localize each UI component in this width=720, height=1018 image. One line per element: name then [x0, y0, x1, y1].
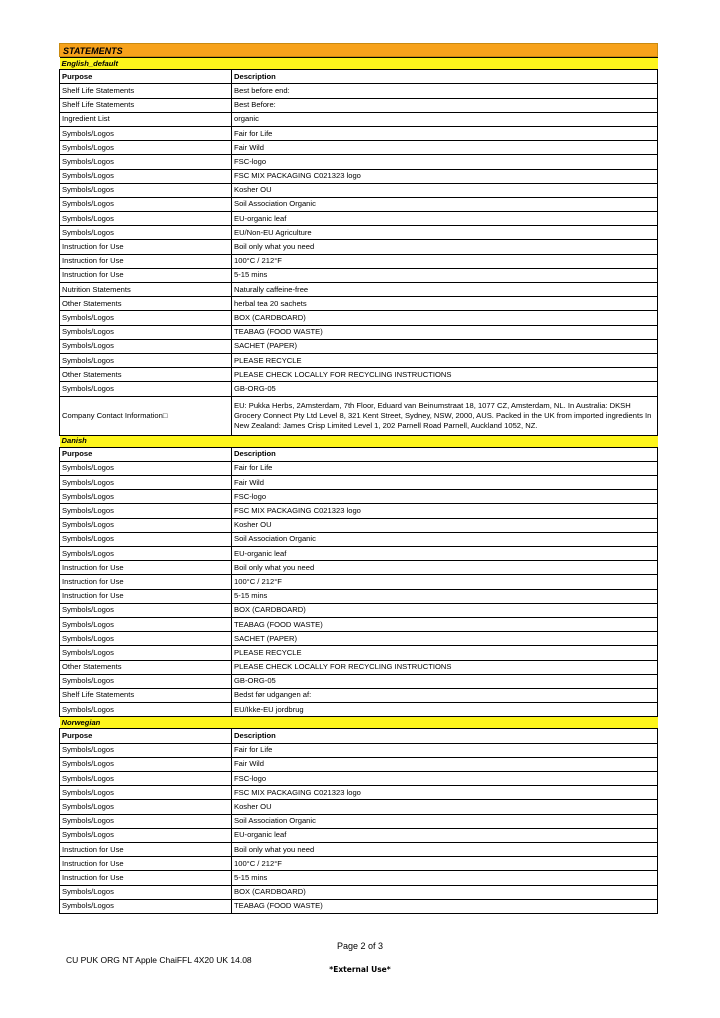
table-row	[60, 561, 658, 575]
purpose-cell: Symbols/Logos	[60, 757, 232, 771]
column-header-row	[60, 729, 658, 743]
table-row	[60, 871, 658, 885]
description-cell: GB-ORG-05	[232, 674, 658, 688]
purpose-cell: Symbols/Logos	[60, 339, 232, 353]
table-row	[60, 828, 658, 842]
description-cell: TEABAG (FOOD WASTE)	[232, 617, 658, 631]
description-cell: PLEASE RECYCLE	[232, 646, 658, 660]
table-row	[60, 169, 658, 183]
purpose-cell: Symbols/Logos	[60, 899, 232, 913]
description-cell: 100°C / 212°F	[232, 254, 658, 268]
section-header	[60, 58, 658, 70]
section-name: Danish	[60, 435, 232, 447]
table-row	[60, 183, 658, 197]
purpose-cell: Symbols/Logos	[60, 547, 232, 561]
table-row	[60, 703, 658, 717]
purpose-cell: Symbols/Logos	[60, 772, 232, 786]
purpose-cell: Shelf Life Statements	[60, 84, 232, 98]
table-row	[60, 617, 658, 631]
purpose-cell: Symbols/Logos	[60, 169, 232, 183]
purpose-header: Purpose	[60, 447, 232, 461]
description-cell: EU-organic leaf	[232, 828, 658, 842]
purpose-cell: Symbols/Logos	[60, 617, 232, 631]
table-row	[60, 98, 658, 112]
table-row	[60, 476, 658, 490]
purpose-cell: Nutrition Statements	[60, 283, 232, 297]
description-cell: Soil Association Organic	[232, 532, 658, 546]
table-row	[60, 112, 658, 126]
description-cell: Bedst før udgangen af:	[232, 688, 658, 702]
description-cell: FSC-logo	[232, 155, 658, 169]
table-row	[60, 155, 658, 169]
description-cell: GB-ORG-05	[232, 382, 658, 396]
description-cell: EU-organic leaf	[232, 547, 658, 561]
purpose-cell: Instruction for Use	[60, 857, 232, 871]
purpose-cell: Symbols/Logos	[60, 461, 232, 475]
purpose-cell: Symbols/Logos	[60, 476, 232, 490]
column-header-row	[60, 447, 658, 461]
purpose-cell: Symbols/Logos	[60, 183, 232, 197]
description-cell: Kosher OU	[232, 183, 658, 197]
purpose-cell: Symbols/Logos	[60, 703, 232, 717]
table-row	[60, 283, 658, 297]
table-row	[60, 518, 658, 532]
table-row	[60, 646, 658, 660]
description-cell: FSC-logo	[232, 772, 658, 786]
table-row	[60, 757, 658, 771]
table-row	[60, 674, 658, 688]
purpose-cell: Symbols/Logos	[60, 603, 232, 617]
purpose-header: Purpose	[60, 729, 232, 743]
section-name: English_default	[60, 58, 232, 70]
purpose-cell: Symbols/Logos	[60, 126, 232, 140]
description-cell: SACHET (PAPER)	[232, 632, 658, 646]
classification-label: *External Use*	[329, 965, 391, 974]
description-cell: 5-15 mins	[232, 871, 658, 885]
purpose-cell: Symbols/Logos	[60, 197, 232, 211]
description-cell: Best before end:	[232, 84, 658, 98]
page-number: Page 2 of 3	[336, 941, 384, 951]
purpose-cell: Company Contact Information□	[60, 396, 232, 435]
table-row	[60, 532, 658, 546]
purpose-cell: Symbols/Logos	[60, 814, 232, 828]
table-row	[60, 311, 658, 325]
description-cell: TEABAG (FOOD WASTE)	[232, 899, 658, 913]
table-row	[60, 297, 658, 311]
description-cell: FSC-logo	[232, 490, 658, 504]
table-row	[60, 84, 658, 98]
purpose-cell: Instruction for Use	[60, 575, 232, 589]
description-cell: EU-organic leaf	[232, 212, 658, 226]
purpose-cell: Symbols/Logos	[60, 353, 232, 367]
purpose-cell: Symbols/Logos	[60, 212, 232, 226]
purpose-cell: Symbols/Logos	[60, 226, 232, 240]
purpose-cell: Shelf Life Statements	[60, 688, 232, 702]
purpose-cell: Symbols/Logos	[60, 382, 232, 396]
table-row	[60, 141, 658, 155]
description-cell: Fair Wild	[232, 757, 658, 771]
purpose-cell: Symbols/Logos	[60, 743, 232, 757]
description-cell: organic	[232, 112, 658, 126]
table-row	[60, 814, 658, 828]
description-cell: Soil Association Organic	[232, 814, 658, 828]
description-cell: EU: Pukka Herbs, 2Amsterdam, 7th Floor, Eduard van Beinumstraat 18, 1077 CZ, Amsterdam, NL. In Australia: DKSH Grocery Connect Pty Ltd Level 8, 321 Kent Street, Sydney, NSW, 2000, AUS. Packed in the UK from imported ingredients In New Zealand: James Crisp Limited Level 1, 202 Parnell Road Parnell, Auckland 1052, NZ.	[232, 396, 658, 435]
description-cell: Kosher OU	[232, 800, 658, 814]
description-cell: Best Before:	[232, 98, 658, 112]
table-row	[60, 325, 658, 339]
description-cell: Soil Association Organic	[232, 197, 658, 211]
document-page	[59, 43, 658, 914]
purpose-cell: Other Statements	[60, 297, 232, 311]
section-name: Norwegian	[60, 717, 232, 729]
table-row	[60, 899, 658, 913]
table-row	[60, 603, 658, 617]
table-row	[60, 226, 658, 240]
purpose-cell: Instruction for Use	[60, 589, 232, 603]
purpose-cell: Symbols/Logos	[60, 504, 232, 518]
description-cell: Boil only what you need	[232, 842, 658, 856]
description-cell: Fair for Life	[232, 461, 658, 475]
purpose-cell: Symbols/Logos	[60, 828, 232, 842]
purpose-cell: Symbols/Logos	[60, 632, 232, 646]
description-cell: Fair Wild	[232, 476, 658, 490]
table-row	[60, 575, 658, 589]
purpose-cell: Instruction for Use	[60, 561, 232, 575]
description-cell: BOX (CARDBOARD)	[232, 885, 658, 899]
table-row	[60, 254, 658, 268]
table-row	[60, 353, 658, 367]
purpose-cell: Instruction for Use	[60, 254, 232, 268]
table-row	[60, 786, 658, 800]
description-cell: TEABAG (FOOD WASTE)	[232, 325, 658, 339]
document-name: CU PUK ORG NT Apple ChaiFFL 4X20 UK 14.08	[66, 955, 252, 965]
description-cell: FSC MIX PACKAGING C021323 logo	[232, 786, 658, 800]
purpose-cell: Symbols/Logos	[60, 786, 232, 800]
description-cell: 5-15 mins	[232, 268, 658, 282]
column-header-row	[60, 70, 658, 84]
purpose-cell: Ingredient List	[60, 112, 232, 126]
description-cell: 100°C / 212°F	[232, 575, 658, 589]
table-row	[60, 490, 658, 504]
description-cell: Fair Wild	[232, 141, 658, 155]
table-row	[60, 240, 658, 254]
description-header: Description	[232, 70, 658, 84]
table-row	[60, 885, 658, 899]
description-cell: 5-15 mins	[232, 589, 658, 603]
description-cell: Fair for Life	[232, 126, 658, 140]
purpose-cell: Symbols/Logos	[60, 155, 232, 169]
description-cell: Kosher OU	[232, 518, 658, 532]
table-row	[60, 339, 658, 353]
purpose-cell: Instruction for Use	[60, 842, 232, 856]
description-cell: Naturally caffeine-free	[232, 283, 658, 297]
description-cell: PLEASE CHECK LOCALLY FOR RECYCLING INSTRUCTIONS	[232, 660, 658, 674]
description-cell: FSC MIX PACKAGING C021323 logo	[232, 169, 658, 183]
purpose-cell: Instruction for Use	[60, 240, 232, 254]
description-header: Description	[232, 729, 658, 743]
purpose-cell: Other Statements	[60, 368, 232, 382]
section-header-fill	[232, 58, 658, 70]
table-row	[60, 772, 658, 786]
statements-header: STATEMENTS	[59, 43, 658, 57]
table-row	[60, 504, 658, 518]
table-row	[60, 800, 658, 814]
table-row	[60, 212, 658, 226]
description-cell: Boil only what you need	[232, 240, 658, 254]
description-cell: Boil only what you need	[232, 561, 658, 575]
table-row	[60, 589, 658, 603]
section-header-fill	[232, 717, 658, 729]
description-cell: FSC MIX PACKAGING C021323 logo	[232, 504, 658, 518]
description-cell: Fair for Life	[232, 743, 658, 757]
table-row	[60, 382, 658, 396]
table-row	[60, 547, 658, 561]
description-cell: BOX (CARDBOARD)	[232, 311, 658, 325]
purpose-header: Purpose	[60, 70, 232, 84]
table-row	[60, 197, 658, 211]
table-row	[60, 660, 658, 674]
purpose-cell: Symbols/Logos	[60, 674, 232, 688]
purpose-cell: Symbols/Logos	[60, 800, 232, 814]
statements-table	[59, 57, 658, 914]
description-cell: PLEASE CHECK LOCALLY FOR RECYCLING INSTRUCTIONS	[232, 368, 658, 382]
purpose-cell: Instruction for Use	[60, 268, 232, 282]
description-cell: herbal tea 20 sachets	[232, 297, 658, 311]
description-cell: 100°C / 212°F	[232, 857, 658, 871]
description-cell: EU/Ikke-EU jordbrug	[232, 703, 658, 717]
purpose-cell: Instruction for Use	[60, 871, 232, 885]
table-row	[60, 743, 658, 757]
purpose-cell: Symbols/Logos	[60, 646, 232, 660]
table-row	[60, 632, 658, 646]
purpose-cell: Symbols/Logos	[60, 518, 232, 532]
purpose-cell: Symbols/Logos	[60, 885, 232, 899]
table-row	[60, 461, 658, 475]
table-row	[60, 688, 658, 702]
table-row	[60, 268, 658, 282]
section-header-fill	[232, 435, 658, 447]
table-row	[60, 396, 658, 435]
table-row	[60, 126, 658, 140]
description-cell: BOX (CARDBOARD)	[232, 603, 658, 617]
description-cell: SACHET (PAPER)	[232, 339, 658, 353]
description-header: Description	[232, 447, 658, 461]
table-row	[60, 857, 658, 871]
purpose-cell: Symbols/Logos	[60, 490, 232, 504]
section-header	[60, 435, 658, 447]
description-cell: EU/Non-EU Agriculture	[232, 226, 658, 240]
table-row	[60, 842, 658, 856]
purpose-cell: Symbols/Logos	[60, 532, 232, 546]
purpose-cell: Symbols/Logos	[60, 311, 232, 325]
table-row	[60, 368, 658, 382]
purpose-cell: Symbols/Logos	[60, 325, 232, 339]
purpose-cell: Shelf Life Statements	[60, 98, 232, 112]
purpose-cell: Symbols/Logos	[60, 141, 232, 155]
purpose-cell: Other Statements	[60, 660, 232, 674]
section-header	[60, 717, 658, 729]
description-cell: PLEASE RECYCLE	[232, 353, 658, 367]
